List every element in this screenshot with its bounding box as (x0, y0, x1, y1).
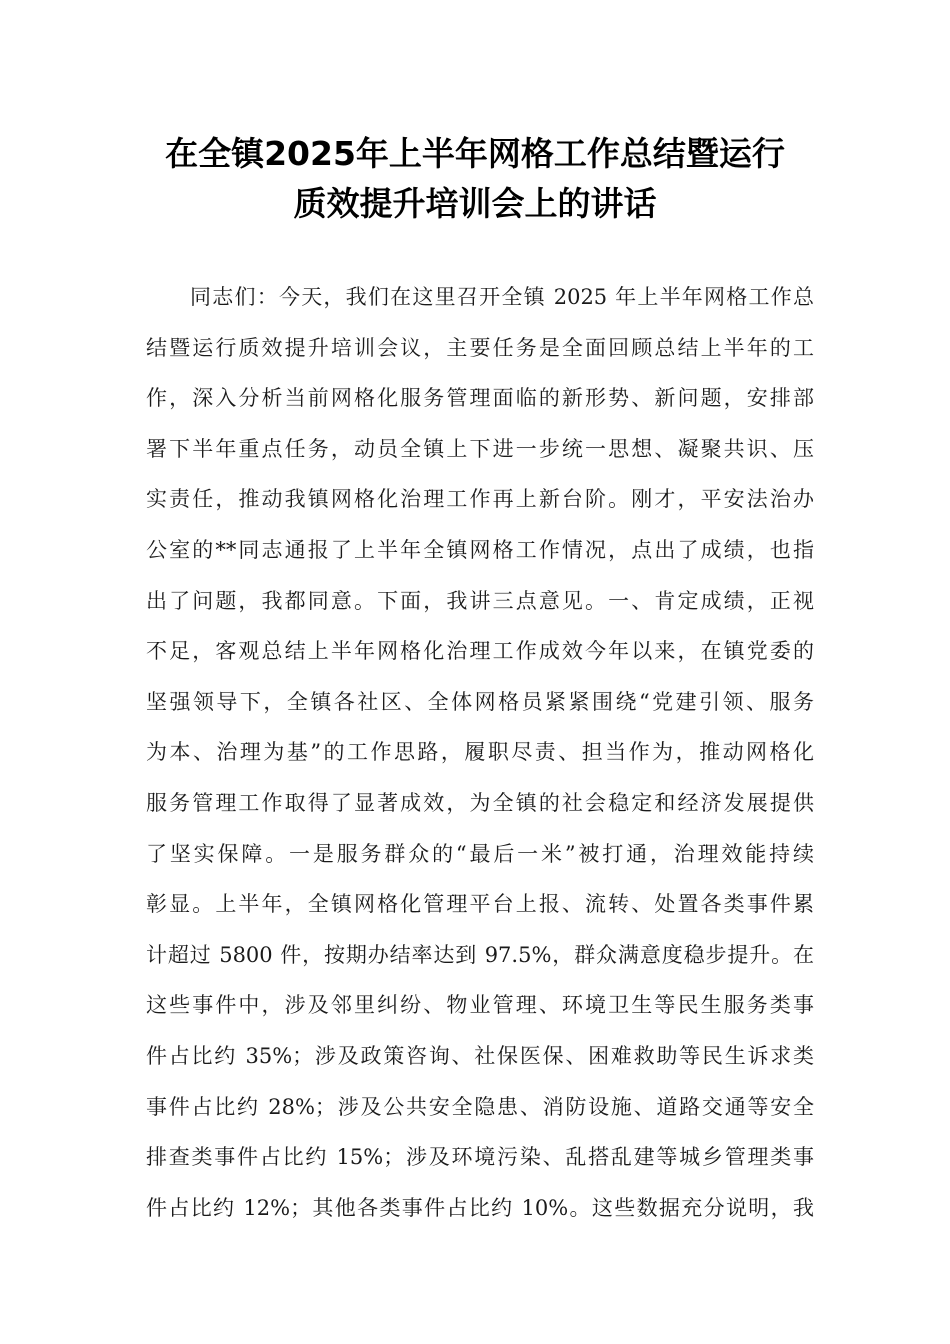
body-line: 事件占比约 28%；涉及公共安全隐患、消防设施、道路交通等安全 (146, 1094, 814, 1119)
body-line: 排查类事件占比约 15%；涉及环境污染、乱搭乱建等城乡管理类事 (146, 1145, 814, 1170)
body-line: 结暨运行质效提升培训会议，主要任务是全面回顾总结上半年的工 (146, 335, 814, 360)
body-line: 同志们：今天，我们在这里召开全镇 2025 年上半年网格工作总 (190, 285, 814, 309)
body-line: 服务管理工作取得了显著成效，为全镇的社会稳定和经济发展提供 (146, 790, 814, 815)
body-line: 为本、治理为基”的工作思路，履职尽责、担当作为，推动网格化 (146, 740, 814, 765)
body-line: 件占比约 35%；涉及政策咨询、社保医保、困难救助等民生诉求类 (146, 1043, 814, 1068)
document-title-line-1: 在全镇2025年上半年网格工作总结暨运行 (165, 134, 785, 173)
body-line: 件占比约 12%；其他各类事件占比约 10%。这些数据充分说明，我 (146, 1195, 814, 1220)
body-line: 不足，客观总结上半年网格化治理工作成效今年以来，在镇党委的 (146, 639, 814, 664)
body-line: 彰显。上半年，全镇网格化管理平台上报、流转、处置各类事件累 (146, 892, 814, 917)
body-line: 出了问题，我都同意。下面，我讲三点意见。一、肯定成绩，正视 (146, 588, 814, 613)
body-line: 署下半年重点任务，动员全镇上下进一步统一思想、凝聚共识、压 (146, 436, 814, 461)
document-title-line-2: 质效提升培训会上的讲话 (293, 184, 657, 223)
body-line: 坚强领导下，全镇各社区、全体网格员紧紧围绕“党建引领、服务 (146, 689, 814, 714)
body-line: 这些事件中，涉及邻里纠纷、物业管理、环境卫生等民生服务类事 (146, 993, 814, 1018)
document-body (146, 272, 814, 1233)
body-line: 公室的**同志通报了上半年全镇网格工作情况，点出了成绩，也指 (146, 537, 814, 562)
body-line: 实责任，推动我镇网格化治理工作再上新台阶。刚才，平安法治办 (146, 487, 814, 512)
body-line: 了坚实保障。一是服务群众的“最后一米”被打通，治理效能持续 (146, 841, 814, 866)
body-line: 作，深入分析当前网格化服务管理面临的新形势、新问题，安排部 (146, 386, 814, 411)
body-line: 计超过 5800 件，按期办结率达到 97.5%，群众满意度稳步提升。在 (146, 942, 814, 967)
